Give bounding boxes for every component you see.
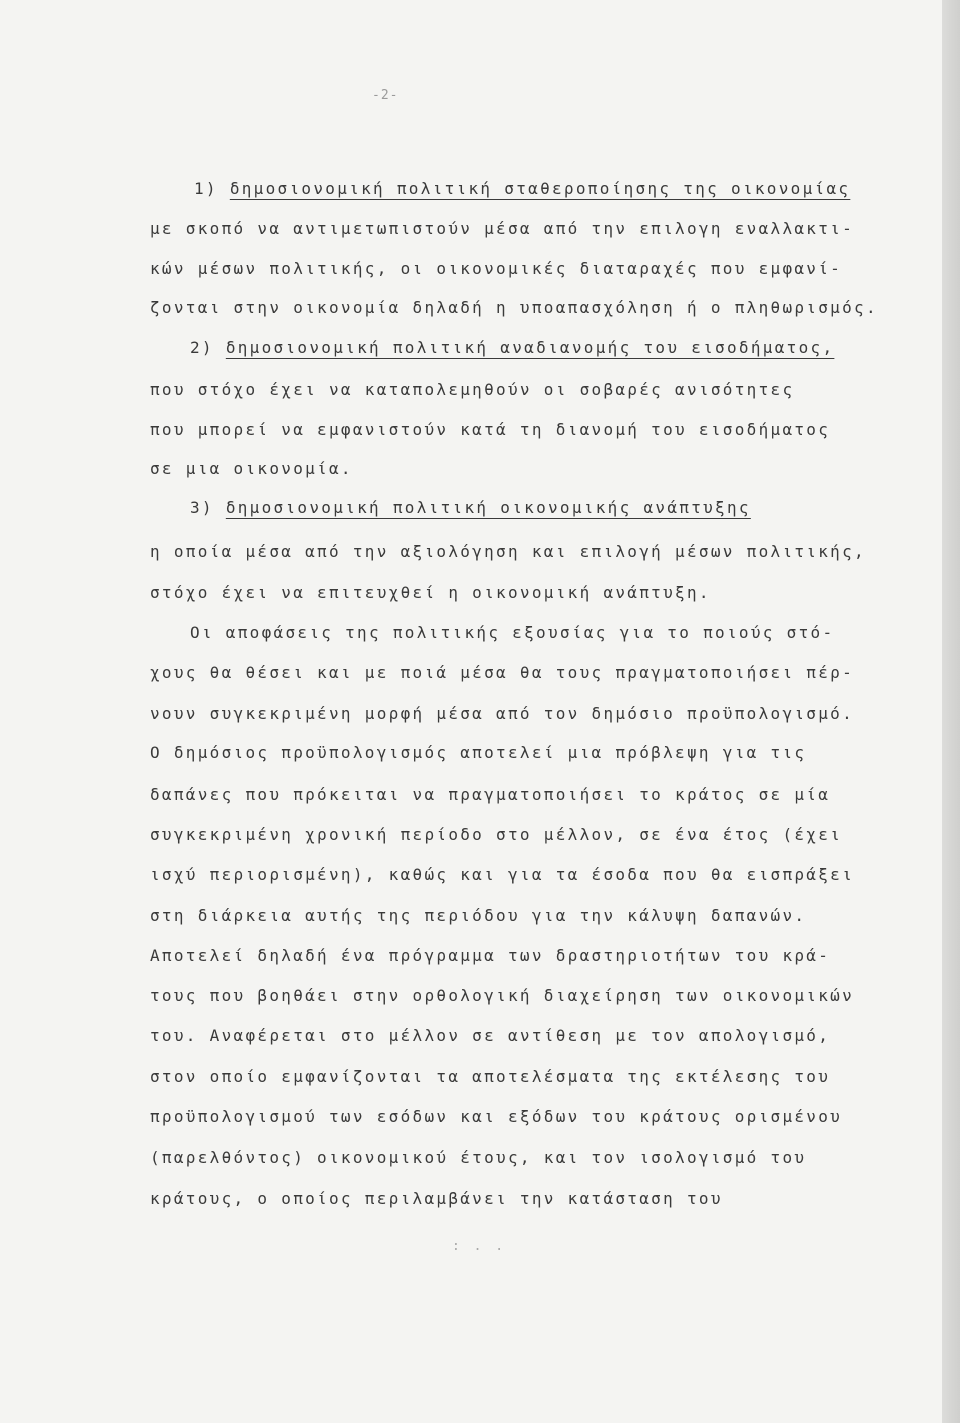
section-3-line-2: στόχο έχει να επιτευχθεί η οικονομική ανάπτυξη.	[150, 583, 711, 602]
paragraph-line-2: χους θα θέσει και με ποιά μέσα θα τους πραγματοποιήσει πέρ-	[150, 663, 855, 682]
paragraph-line-12: στον οποίο εμφανίζονται τα αποτελέσματα της εκτέλεσης του	[150, 1067, 831, 1086]
section-3-title: δημοσιονομική πολιτική οικονομικής ανάπτυξης	[225, 498, 751, 517]
scan-page-edge	[942, 0, 960, 1423]
paragraph-line-7: ισχύ περιορισμένη), καθώς και για τα έσοδα που θα εισπράξει	[150, 865, 855, 884]
page-number: -2-	[372, 88, 399, 103]
section-1-line-2: κών μέσων πολιτικής, οι οικονομικές διαταραχές που εμφανί-	[150, 259, 843, 278]
section-2-line-1: που στόχο έχει να καταπολεμηθούν οι σοβαρές ανισότητες	[150, 380, 795, 399]
paragraph-line-13: προϋπολογισμού των εσόδων και εξόδων του κράτους ορισμένου	[150, 1107, 843, 1126]
paragraph-line-6: συγκεκριμένη χρονική περίοδο στο μέλλον, σε ένα έτος (έχει	[150, 825, 843, 844]
section-2-title: δημοσιονομική πολιτική αναδιανομής του εισοδήματος,	[225, 338, 835, 357]
paragraph-line-5: δαπάνες που πρόκειται να πραγματοποιήσει το κράτος σε μία	[150, 785, 831, 804]
continuation-mark: : . .	[452, 1239, 507, 1254]
paragraph-line-8: στη διάρκεια αυτής της περιόδου για την κάλυψη δαπανών.	[150, 906, 807, 925]
section-2-heading	[190, 340, 834, 356]
section-3-number: 3)	[190, 498, 214, 517]
paragraph-line-14: (παρελθόντος) οικονομικού έτους, και τον ισολογισμό του	[150, 1148, 807, 1167]
section-2-number: 2)	[190, 338, 214, 357]
paragraph-line-15: κράτους, ο οποίος περιλαμβάνει την κατάσταση του	[150, 1189, 723, 1208]
section-3-line-1: η οποία μέσα από την αξιολόγηση και επιλογή μέσων πολιτικής,	[150, 542, 866, 561]
paragraph-line-9: Αποτελεί δηλαδή ένα πρόγραμμα των δραστηριοτήτων του κρά-	[150, 946, 831, 965]
section-3-heading	[190, 500, 751, 516]
section-2-line-2: που μπορεί να εμφανιστούν κατά τη διανομή του εισοδήματος	[150, 420, 831, 439]
section-1-line-1: με σκοπό να αντιμετωπιστούν μέσα από την επιλογη εναλλακτι-	[150, 219, 855, 238]
section-1-title: δημοσιονομική πολιτική σταθεροποίησης της οικονομίας	[229, 179, 851, 198]
section-1-line-3: ζονται στην οικονομία δηλαδή η υποαπασχόληση ή ο πληθωρισμός.	[150, 298, 878, 317]
section-1-number: 1)	[194, 179, 218, 198]
paragraph-line-1: Οι αποφάσεις της πολιτικής εξουσίας για το ποιούς στό-	[190, 623, 835, 642]
paragraph-line-11: του. Αναφέρεται στο μέλλον σε αντίθεση με τον απολογισμό,	[150, 1026, 831, 1045]
paragraph-line-10: τους που βοηθάει στην ορθολογική διαχείρηση των οικονομικών	[150, 986, 855, 1005]
paragraph-line-3: νουν συγκεκριμένη μορφή μέσα από τον δημόσιο προϋπολογισμό.	[150, 704, 855, 723]
paragraph-line-4: Ο δημόσιος προϋπολογισμός αποτελεί μια πρόβλεψη για τις	[150, 743, 807, 762]
section-2-line-3: σε μια οικονομία.	[150, 459, 353, 478]
section-1-heading	[194, 181, 850, 197]
